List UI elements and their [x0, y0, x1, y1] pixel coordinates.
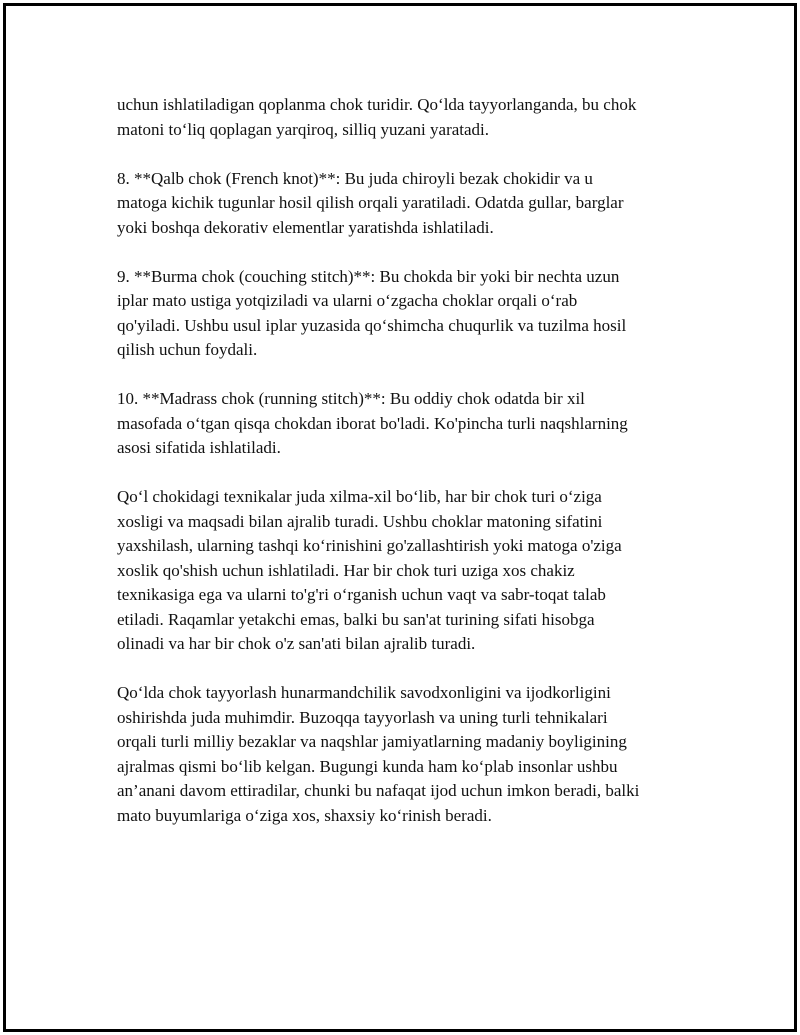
text-line: orqali turli milliy bezaklar va naqshlar jamiyatlarning madaniy boyligining	[117, 732, 627, 751]
text-line: iplar mato ustiga yotqiziladi va ularni o‘zgacha choklar orqali o‘rab	[117, 291, 578, 310]
text-line: matoga kichik tugunlar hosil qilish orqali yaratiladi. Odatda gullar, barglar	[117, 193, 624, 212]
text-line: ajralmas qismi bo‘lib kelgan. Bugungi kunda ham ko‘plab insonlar ushbu	[117, 756, 618, 776]
text-line: xosligi va maqsadi bilan ajralib turadi. Ushbu choklar matoning sifatini	[117, 511, 603, 531]
paragraph-continuation	[117, 93, 697, 142]
text-line: yoki boshqa dekorativ elementlar yaratishda ishlatiladi.	[117, 217, 494, 237]
text-line: 9. **Burma chok (couching stitch)**: Bu chokda bir yoki bir nechta uzun	[117, 266, 620, 286]
paragraph-techniques	[117, 485, 697, 657]
text-line: matoni to‘liq qoplagan yarqiroq, silliq yuzani yaratadi.	[117, 119, 490, 139]
paragraph-item-8	[117, 167, 697, 241]
document-body	[117, 93, 697, 853]
paragraph-item-9	[117, 265, 697, 363]
text-line: 8. **Qalb chok (French knot)**: Bu juda chiroyli bezak chokidir va u	[117, 168, 593, 188]
paragraph-item-10	[117, 387, 697, 461]
text-line: an’anani davom ettiradilar, chunki bu nafaqat ijod uchun imkon beradi, balki	[117, 781, 640, 800]
text-line: qilish uchun foydali.	[117, 340, 258, 359]
text-line: texnikasiga ega va ularni to'g'ri o‘rganish uchun vaqt va sabr-toqat talab	[117, 585, 606, 604]
text-line: uchun ishlatiladigan qoplanma chok turidir. Qo‘lda tayyorlanganda, bu chok	[117, 95, 637, 114]
text-line: mato buyumlariga o‘ziga xos, shaxsiy ko‘rinish beradi.	[117, 805, 492, 825]
text-line: yaxshilash, ularning tashqi ko‘rinishini go'zallashtirish yoki matoga o'ziga	[117, 536, 622, 555]
text-line: Qo‘l chokidagi texnikalar juda xilma-xil bo‘lib, har bir chok turi o‘ziga	[117, 487, 602, 506]
text-line: etiladi. Raqamlar yetakchi emas, balki bu san'at turining sifati hisobga	[117, 609, 595, 629]
text-line: 10. **Madrass chok (running stitch)**: Bu oddiy chok odatda bir xil	[117, 389, 585, 408]
text-line: Qo‘lda chok tayyorlash hunarmandchilik savodxonligini va ijodkorligini	[117, 683, 611, 702]
text-line: masofada o‘tgan qisqa chokdan iborat bo'ladi. Ko'pincha turli naqshlarning	[117, 413, 628, 433]
text-line: olinadi va har bir chok o'z san'ati bilan ajralib turadi.	[117, 634, 476, 653]
text-line: oshirishda juda muhimdir. Buzoqqa tayyorlash va uning turli tehnikalari	[117, 707, 608, 727]
paragraph-conclusion	[117, 681, 697, 828]
text-line: xoslik qo'shish uchun ishlatiladi. Har bir chok turi uziga xos chakiz	[117, 560, 575, 580]
text-line: asosi sifatida ishlatiladi.	[117, 438, 281, 457]
text-line: qo'yiladi. Ushbu usul iplar yuzasida qo‘shimcha chuqurlik va tuzilma hosil	[117, 315, 627, 335]
